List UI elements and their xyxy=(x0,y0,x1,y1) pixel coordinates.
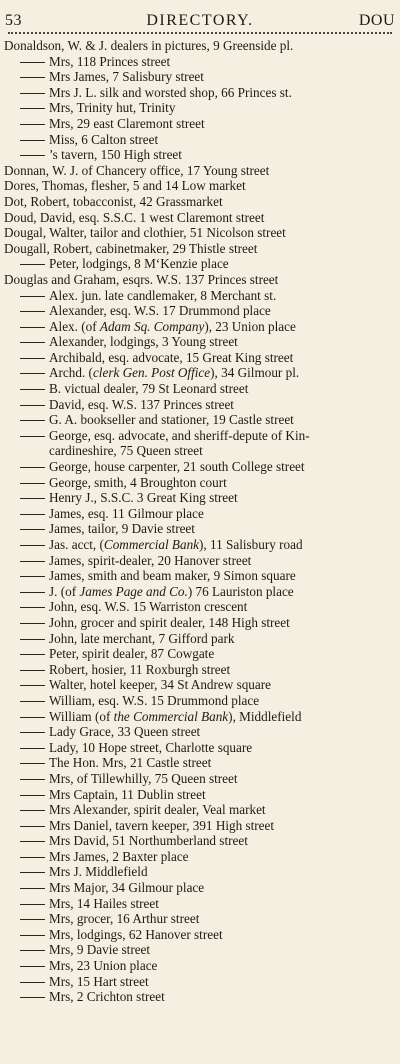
entry-italic-text: the Commercial Bank xyxy=(113,708,229,724)
directory-subentry xyxy=(0,724,400,740)
ditto-dash xyxy=(20,342,45,343)
ditto-dash xyxy=(20,155,45,156)
ditto-dash xyxy=(20,717,45,718)
directory-subentry xyxy=(0,864,400,880)
ditto-dash xyxy=(20,701,45,702)
directory-subentry xyxy=(0,740,400,756)
ditto-dash xyxy=(20,607,45,608)
ditto-dash xyxy=(20,935,45,936)
ditto-dash xyxy=(20,763,45,764)
entry-text: Mrs, 15 Hart street xyxy=(49,973,149,989)
directory-subentry xyxy=(0,381,400,397)
ditto-dash xyxy=(20,389,45,390)
ditto-dash xyxy=(20,966,45,967)
ditto-dash xyxy=(20,982,45,983)
directory-subentry xyxy=(0,100,400,116)
ditto-dash xyxy=(20,483,45,484)
directory-entry xyxy=(0,241,400,257)
entry-text: James, tailor, 9 Davie street xyxy=(49,521,195,537)
ditto-dash xyxy=(20,498,45,499)
directory-entry xyxy=(0,163,400,179)
entry-text: John, esq. W.S. 15 Warriston crescent xyxy=(49,599,248,615)
directory-entry xyxy=(0,38,400,54)
header-rule xyxy=(8,32,392,36)
ditto-dash xyxy=(20,919,45,920)
entry-text: cardineshire, 75 Queen street xyxy=(49,443,203,459)
entry-text: John, late merchant, 7 Gifford park xyxy=(49,630,235,646)
entry-text: G. A. bookseller and stationer, 19 Castle street xyxy=(49,412,294,428)
entry-text: ), 34 Gilmour pl. xyxy=(210,365,300,381)
directory-subentry xyxy=(0,677,400,693)
entry-text: Mrs James, 2 Baxter place xyxy=(49,848,189,864)
directory-subentry xyxy=(0,54,400,70)
directory-subentry xyxy=(0,802,400,818)
entry-text: Mrs, lodgings, 62 Hanover street xyxy=(49,926,223,942)
directory-subentry xyxy=(0,85,400,101)
ditto-dash xyxy=(20,795,45,796)
ditto-dash xyxy=(20,872,45,873)
ditto-dash xyxy=(20,639,45,640)
directory-subentry xyxy=(0,288,400,304)
ditto-dash xyxy=(20,124,45,125)
ditto-dash xyxy=(20,685,45,686)
directory-subentry xyxy=(0,833,400,849)
directory-subentry xyxy=(0,911,400,927)
ditto-dash xyxy=(20,576,45,577)
entry-italic-text: clerk Gen. Post Office xyxy=(92,365,211,381)
entry-text: James, esq. 11 Gilmour place xyxy=(49,505,204,521)
entry-text: Dot, Robert, tobacconist, 42 Grassmarket xyxy=(4,193,223,209)
entry-text: John, grocer and spirit dealer, 148 High street xyxy=(49,614,290,630)
directory-subentry xyxy=(0,599,400,615)
page-number: 53 xyxy=(5,12,22,29)
directory-subentry xyxy=(0,303,400,319)
directory-subentry xyxy=(0,709,400,725)
directory-subentry xyxy=(0,459,400,475)
entry-text: Mrs, 118 Princes street xyxy=(49,53,171,69)
entry-text: Mrs, 23 Union place xyxy=(49,958,158,974)
entry-text: George, house carpenter, 21 south College street xyxy=(49,459,305,475)
directory-subentry xyxy=(0,537,400,553)
entry-text: J. (of xyxy=(49,583,80,599)
entry-text: Mrs Daniel, tavern keeper, 391 High street xyxy=(49,817,275,833)
directory-subentry xyxy=(0,693,400,709)
ditto-dash xyxy=(20,108,45,109)
page-title: DIRECTORY. xyxy=(146,12,254,29)
directory-subentry xyxy=(0,256,400,272)
entry-text: Mrs J. L. silk and worsted shop, 66 Princes st. xyxy=(49,84,292,100)
entry-text: Alexander, lodgings, 3 Young street xyxy=(49,334,238,350)
ditto-dash xyxy=(20,592,45,593)
ditto-dash xyxy=(20,529,45,530)
ditto-dash xyxy=(20,748,45,749)
entry-continuation xyxy=(0,443,400,459)
directory-subentry xyxy=(0,771,400,787)
entry-text: William, esq. W.S. 15 Drummond place xyxy=(49,692,260,708)
entry-text: Jas. acct, ( xyxy=(49,537,104,552)
directory-subentry xyxy=(0,116,400,132)
entry-text: Dougall, Robert, cabinetmaker, 29 Thistle street xyxy=(4,240,258,256)
ditto-dash xyxy=(20,841,45,842)
ditto-dash xyxy=(20,467,45,468)
entry-text: ) 76 Lauriston place xyxy=(187,583,294,599)
entry-text: Mrs James, 7 Salisbury street xyxy=(49,69,204,85)
entry-text: Mrs, 29 east Claremont street xyxy=(49,115,205,131)
directory-subentry xyxy=(0,475,400,491)
entry-text: ’s tavern, 150 High street xyxy=(49,147,182,163)
entry-text: ), 11 Salisbury road xyxy=(199,537,303,552)
directory-subentry xyxy=(0,350,400,366)
entry-text: Mrs, grocer, 16 Arthur street xyxy=(49,911,200,927)
entry-text: Peter, spirit dealer, 87 Cowgate xyxy=(49,646,215,662)
entry-text: Mrs Alexander, spirit dealer, Veal market xyxy=(49,802,266,818)
directory-subentry xyxy=(0,989,400,1005)
entry-text: Walter, hotel keeper, 34 St Andrew square xyxy=(49,677,271,693)
directory-subentry xyxy=(0,412,400,428)
ditto-dash xyxy=(20,779,45,780)
entry-text: Donnan, W. J. of Chancery office, 17 Young street xyxy=(4,162,270,178)
entry-text: Mrs, of Tillewhilly, 75 Queen street xyxy=(49,770,238,786)
entry-text: Mrs Captain, 11 Dublin street xyxy=(49,786,206,802)
ditto-dash xyxy=(20,264,45,265)
entry-text: Peter, lodgings, 8 M‘Kenzie place xyxy=(49,256,229,272)
entry-text: The Hon. Mrs, 21 Castle street xyxy=(49,755,212,771)
directory-subentry xyxy=(0,646,400,662)
entry-text: Lady Grace, 33 Queen street xyxy=(49,724,201,740)
ditto-dash xyxy=(20,327,45,328)
directory-subentry xyxy=(0,132,400,148)
directory-subentry xyxy=(0,927,400,943)
directory-subentry xyxy=(0,896,400,912)
directory-subentry xyxy=(0,974,400,990)
directory-subentry xyxy=(0,755,400,771)
directory-subentry xyxy=(0,397,400,413)
entry-text: Donaldson, W. & J. dealers in pictures, 9 Greenside pl. xyxy=(4,38,294,53)
entry-text: Alexander, esq. W.S. 17 Drummond place xyxy=(49,303,271,319)
entry-text: Archd. ( xyxy=(49,365,93,381)
entry-text: Robert, hosier, 11 Roxburgh street xyxy=(49,661,231,677)
entry-text: ), Middlefield xyxy=(228,708,302,724)
directory-subentry xyxy=(0,818,400,834)
entry-text: Dougal, Walter, tailor and clothier, 51 Nicolson street xyxy=(4,225,286,241)
ditto-dash xyxy=(20,514,45,515)
entry-text: Mrs J. Middlefield xyxy=(49,864,148,880)
ditto-dash xyxy=(20,545,45,546)
directory-entry xyxy=(0,225,400,241)
directory-subentry xyxy=(0,365,400,381)
directory-subentry xyxy=(0,662,400,678)
entry-text: Doud, David, esq. S.S.C. 1 west Claremont street xyxy=(4,209,265,225)
directory-subentry xyxy=(0,506,400,522)
ditto-dash xyxy=(20,311,45,312)
directory-subentry xyxy=(0,631,400,647)
ditto-dash xyxy=(20,436,45,437)
directory-subentry xyxy=(0,958,400,974)
directory-subentry xyxy=(0,880,400,896)
entry-text: George, smith, 4 Broughton court xyxy=(49,474,227,490)
ditto-dash xyxy=(20,561,45,562)
entry-text: ), 23 Union place xyxy=(204,318,296,334)
entry-text: Mrs, 2 Crichton street xyxy=(49,989,165,1005)
ditto-dash xyxy=(20,950,45,951)
entry-text: Mrs, Trinity hut, Trinity xyxy=(49,100,176,116)
entry-italic-text: Adam Sq. Company xyxy=(99,318,205,334)
entry-text: Mrs, 14 Hailes street xyxy=(49,895,159,911)
ditto-dash xyxy=(20,857,45,858)
entry-text: Alex. jun. late candlemaker, 8 Merchant st. xyxy=(49,287,277,303)
page-header xyxy=(0,6,400,32)
entry-text: Mrs David, 51 Northumberland street xyxy=(49,833,248,849)
entry-text: James, smith and beam maker, 9 Simon square xyxy=(49,568,296,584)
ditto-dash xyxy=(20,810,45,811)
directory-entry xyxy=(0,272,400,288)
entry-text: David, esq. W.S. 137 Princes street xyxy=(49,396,234,412)
directory-subentry xyxy=(0,428,400,444)
entry-text: William (of xyxy=(49,708,114,724)
ditto-dash xyxy=(20,77,45,78)
directory-subentry xyxy=(0,584,400,600)
ditto-dash xyxy=(20,623,45,624)
ditto-dash xyxy=(20,997,45,998)
entry-text: Mrs Major, 34 Gilmour place xyxy=(49,880,205,896)
ditto-dash xyxy=(20,140,45,141)
entry-text: Miss, 6 Calton street xyxy=(49,131,159,147)
directory-entry xyxy=(0,194,400,210)
entry-text: B. victual dealer, 79 St Leonard street xyxy=(49,381,249,397)
entry-text: Douglas and Graham, esqrs. W.S. 137 Princes street xyxy=(4,271,279,287)
entry-text: Alex. (of xyxy=(49,318,100,334)
ditto-dash xyxy=(20,296,45,297)
ditto-dash xyxy=(20,358,45,359)
ditto-dash xyxy=(20,420,45,421)
directory-subentry xyxy=(0,319,400,335)
ditto-dash xyxy=(20,904,45,905)
entry-text: Henry J., S.S.C. 3 Great King street xyxy=(49,490,238,506)
directory-entry xyxy=(0,178,400,194)
entry-list xyxy=(0,38,400,1005)
directory-subentry xyxy=(0,490,400,506)
directory-entry xyxy=(0,210,400,226)
ditto-dash xyxy=(20,888,45,889)
entry-italic-text: Commercial Bank xyxy=(103,537,200,552)
directory-subentry xyxy=(0,334,400,350)
entry-text: Lady, 10 Hope street, Charlotte square xyxy=(49,739,253,755)
directory-subentry xyxy=(0,615,400,631)
directory-subentry xyxy=(0,521,400,537)
running-head: DOU xyxy=(358,12,395,29)
ditto-dash xyxy=(20,62,45,63)
directory-subentry xyxy=(0,147,400,163)
directory-subentry xyxy=(0,553,400,569)
ditto-dash xyxy=(20,93,45,94)
entry-italic-text: James Page and Co. xyxy=(79,583,188,599)
entry-text: George, esq. advocate, and sheriff-depute of Kin- xyxy=(49,427,310,443)
entry-text: Mrs, 9 Davie street xyxy=(49,942,151,958)
ditto-dash xyxy=(20,732,45,733)
ditto-dash xyxy=(20,405,45,406)
ditto-dash xyxy=(20,826,45,827)
directory-subentry xyxy=(0,849,400,865)
directory-subentry xyxy=(0,568,400,584)
ditto-dash xyxy=(20,670,45,671)
entry-text: James, spirit-dealer, 20 Hanover street xyxy=(49,552,252,568)
entry-text: Dores, Thomas, flesher, 5 and 14 Low market xyxy=(4,178,246,194)
directory-subentry xyxy=(0,942,400,958)
directory-subentry xyxy=(0,69,400,85)
entry-text: Archibald, esq. advocate, 15 Great King street xyxy=(49,349,294,365)
ditto-dash xyxy=(20,373,45,374)
ditto-dash xyxy=(20,654,45,655)
directory-subentry xyxy=(0,787,400,803)
